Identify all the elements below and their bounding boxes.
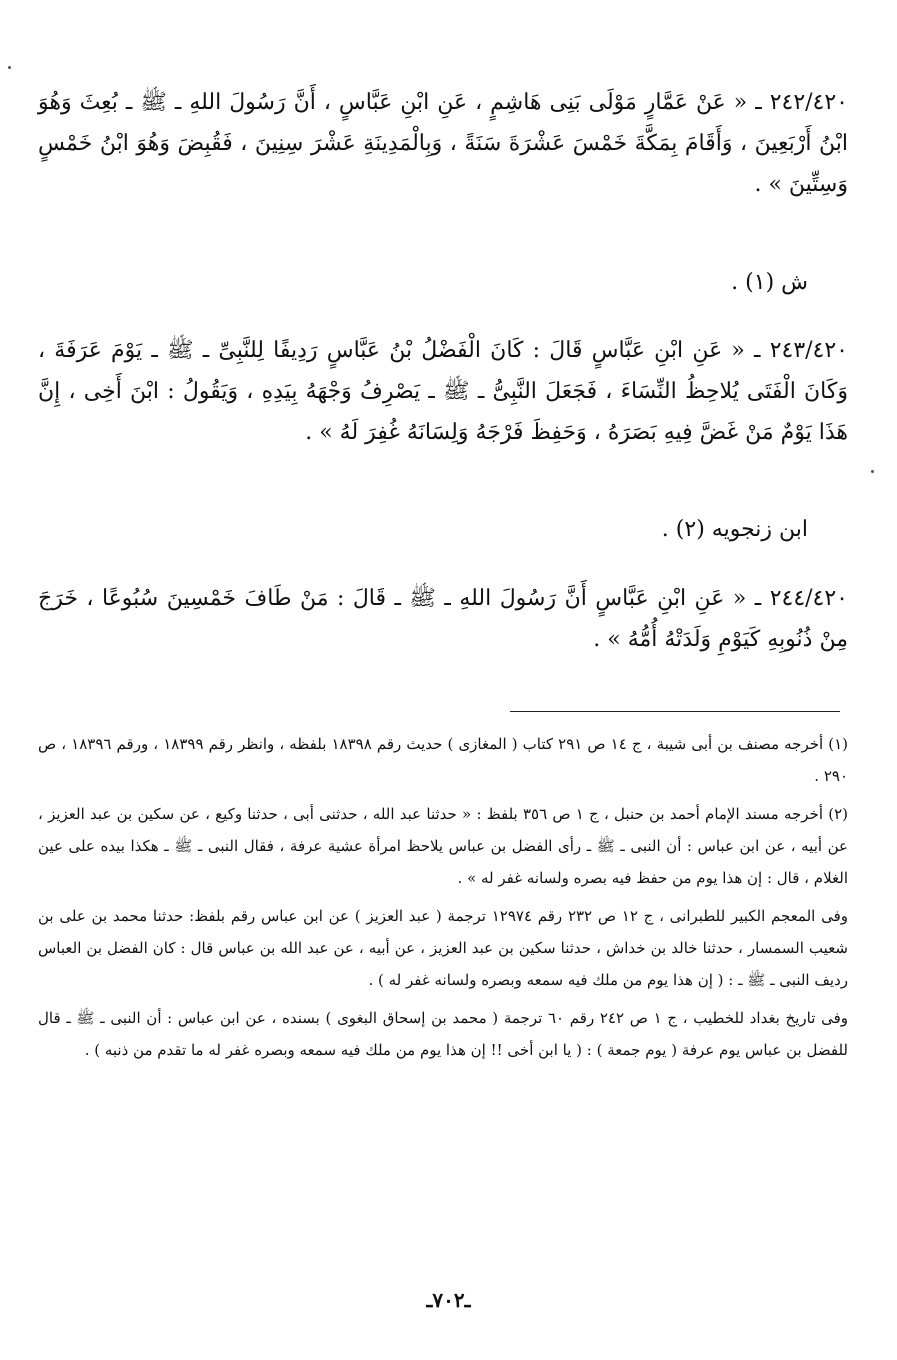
hadith-244: ٢٤٤/٤٢٠ ـ « عَنِ ابْنِ عَبَّاسٍ أَنَّ رَسُولَ اللهِ ـ ﷺ ـ قَالَ : مَنْ طَافَ خَمْسِينَ سُبُوعًا ، خَرَجَ مِنْ ذُنُوبِهِ كَيَوْمِ وَلَدَتْهُ أُمُّهُ » . [38, 586, 848, 652]
hadith-242: ٢٤٢/٤٢٠ ـ « عَنْ عَمَّارٍ مَوْلَى بَنِى هَاشِمٍ ، عَنِ ابْنِ عَبَّاسٍ ، أَنَّ رَسُولَ اللهِ ـ ﷺ ـ بُعِثَ وَهُوَ ابْنُ أَرْبَعِينَ ، وَأَقَامَ بِمَكَّةَ خَمْسَ عَشْرَةَ سَنَةً ، وَبِالْمَدِينَةِ عَشْرَ سِنِينَ ، فَقُبِضَ وَهُوَ ابْنُ خَمْسٍ وَسِتِّينَ » . [38, 90, 848, 197]
footnote-2-khatib: وفى تاريخ بغداد للخطيب ، ج ١ ص ٢٤٢ رقم ٦٠ ترجمة ( محمد بن إسحاق البغوى ) بسنده ، عن ابن عباس : أن النبى ـ ﷺ ـ قال للفضل بن عباس يوم عرفة ( يوم جمعة ) : ( يا ابن أخى !! إن هذا يوم من ملك فيه سمعه وبصره غفر له ما تقدم من ذنبه ) . [38, 1009, 849, 1059]
footnote-separator [510, 711, 840, 712]
footnote-2-tabarani: وفى المعجم الكبير للطبرانى ، ج ١٢ ص ٢٣٢ رقم ١٢٩٧٤ ترجمة ( عبد العزيز ) عن ابن عباس رقم بلفظ: حدثنا محمد بن على بن شعيب السمسار ، حدثنا خالد بن خداش ، حدثنا سكين بن عبد العزيز ، عن أبيه ، عن عبد الله بن عباس قال : كان الفضل بن العباس رديف النبى ـ ﷺ ـ : ( إن هذا يوم من ملك فيه سمعه وبصره ولسانه غفر له ) . [38, 907, 849, 989]
hadith-243: ٢٤٣/٤٢٠ ـ « عَنِ ابْنِ عَبَّاسٍ قَالَ : كَانَ الْفَضْلُ بْنُ عَبَّاسٍ رَدِيفًا لِلنَّبِىِّ ـ ﷺ ـ يَوْمَ عَرَفَةَ ، وَكَانَ الْفَتَى يُلاحِظُ النِّسَاءَ ، فَجَعَلَ النَّبِىُّ ـ ﷺ ـ يَصْرِفُ وَجْهَهُ بِيَدِهِ ، وَيَقُولُ : ابْنَ أَخِى ، إِنَّ هَذَا يَوْمٌ مَنْ غَضَّ فِيهِ بَصَرَهُ ، وَحَفِظَ فَرْجَهُ وَلِسَانَهُ غُفِرَ لَهُ » . [38, 338, 848, 445]
footnote-1: (١) أخرجه مصنف بن أبى شيبة ، ج ١٤ ص ٢٩١ كتاب ( المغازى ) حديث رقم ١٨٣٩٨ بلفظه ، وانظر رقم ١٨٣٩٩ ، ورقم ١٨٣٩٦ ، ص ٢٩٠ . [38, 735, 849, 785]
footnote-2: (٢) أخرجه مسند الإمام أحمد بن حنبل ، ج ١ ص ٣٥٦ بلفظ : « حدثنا عبد الله ، حدثنى أبى ، حدثنا وكيع ، عن سكين بن عبد العزيز ، عن أبيه ، عن ابن عباس : أن النبى ـ ﷺ ـ رأى الفضل بن عباس يلاحظ امرأة عشية عرفة ، فقال النبى ـ ﷺ ـ هكذا بيده على عين الغلام ، قال : إن هذا يوم من حفظ فيه بصره ولسانه غفر له » . [38, 805, 848, 887]
footnotes [38, 728, 848, 1072]
page-number: ـ٧٠٢ـ [426, 1288, 471, 1312]
scan-speck [8, 66, 11, 69]
hadith-242-source: ش (١) . [731, 270, 808, 295]
scan-speck [871, 470, 874, 473]
hadith-243-source: ابن زنجويه (٢) . [661, 517, 808, 542]
